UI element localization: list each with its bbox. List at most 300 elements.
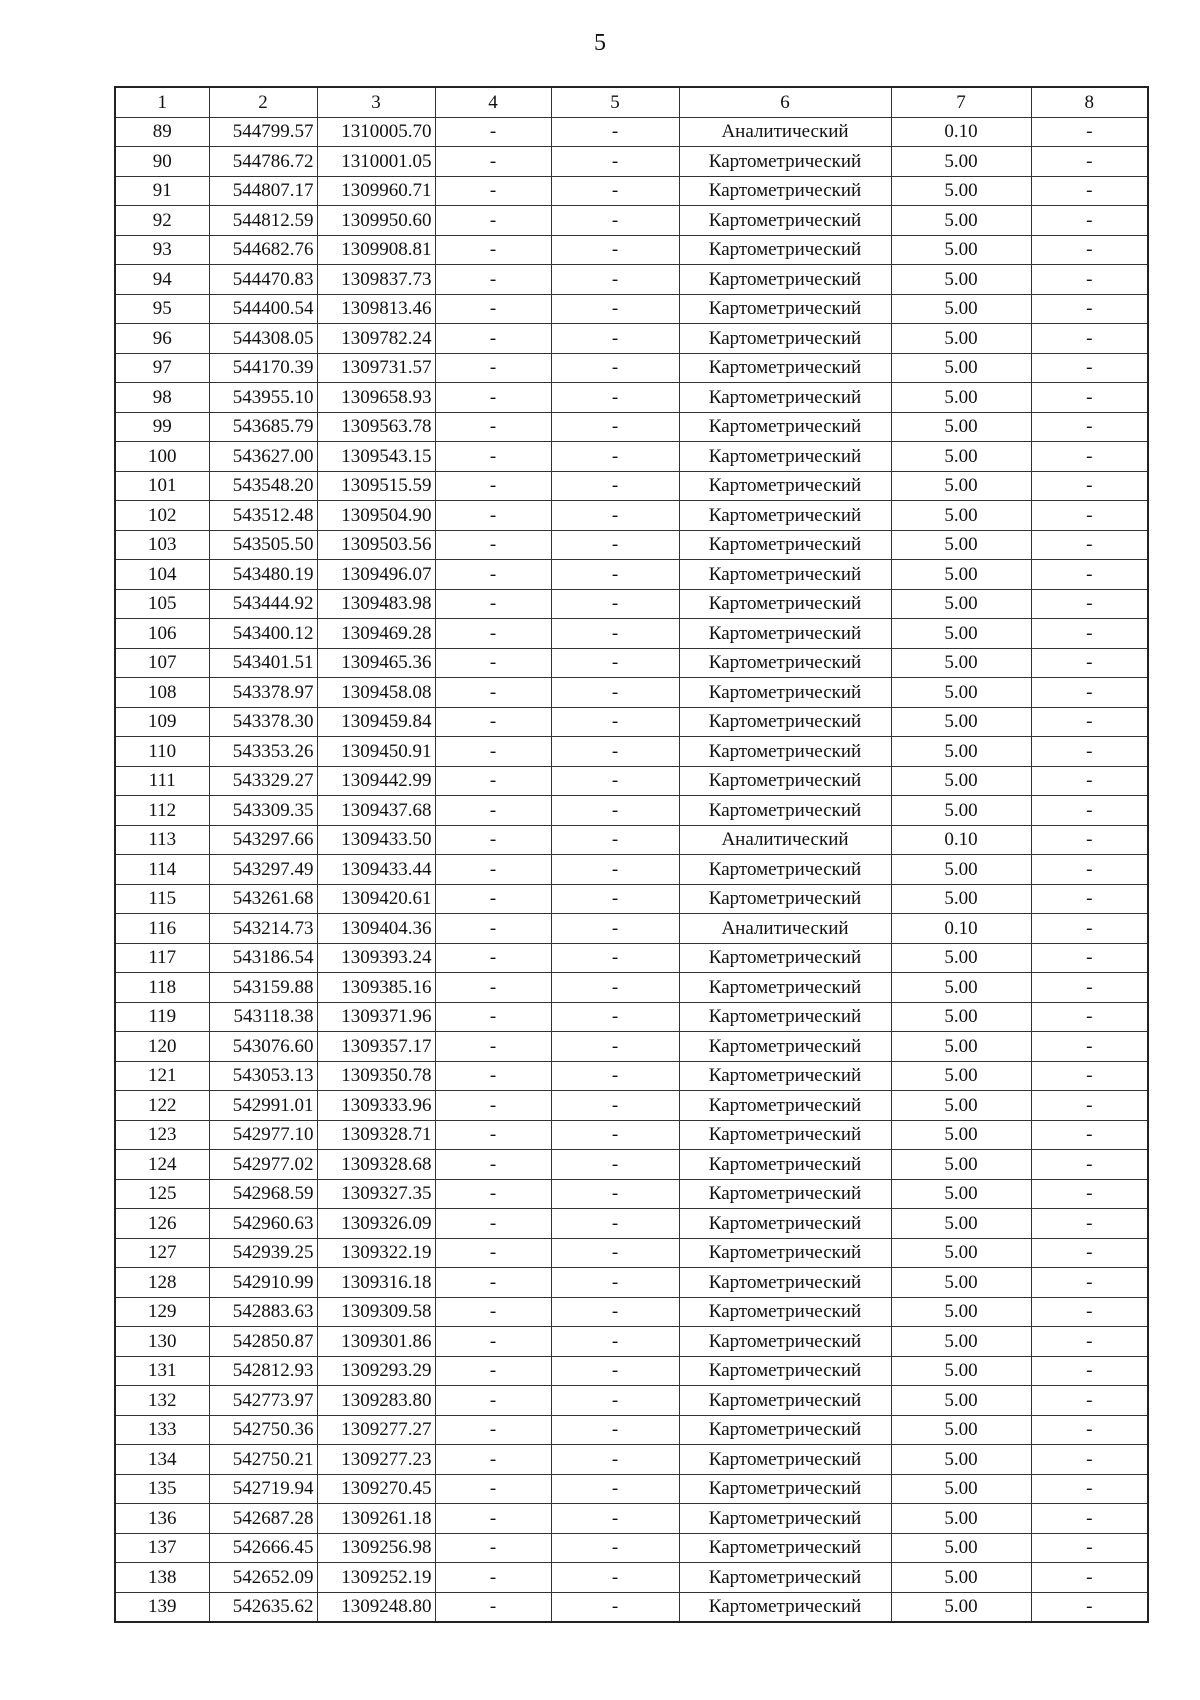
cell-accuracy: 5.00 [891, 1474, 1031, 1504]
cell-point-number: 110 [115, 737, 209, 767]
table-row [115, 884, 1148, 914]
cell-col-5: - [551, 678, 679, 708]
cell-y-coordinate: 1309450.91 [317, 737, 435, 767]
cell-method: Картометрический [679, 1297, 891, 1327]
cell-col-4: - [435, 1356, 551, 1386]
cell-accuracy: 5.00 [891, 501, 1031, 531]
cell-accuracy: 5.00 [891, 1386, 1031, 1416]
cell-method: Картометрический [679, 973, 891, 1003]
cell-point-number: 106 [115, 619, 209, 649]
cell-point-number: 132 [115, 1386, 209, 1416]
cell-col-8: - [1031, 176, 1148, 206]
cell-accuracy: 5.00 [891, 412, 1031, 442]
cell-accuracy: 0.10 [891, 825, 1031, 855]
cell-point-number: 118 [115, 973, 209, 1003]
cell-accuracy: 5.00 [891, 383, 1031, 413]
cell-col-4: - [435, 1297, 551, 1327]
cell-y-coordinate: 1309326.09 [317, 1209, 435, 1239]
table-row [115, 1209, 1148, 1239]
cell-col-8: - [1031, 1150, 1148, 1180]
cell-point-number: 89 [115, 117, 209, 147]
cell-y-coordinate: 1309316.18 [317, 1268, 435, 1298]
cell-col-5: - [551, 147, 679, 177]
cell-x-coordinate: 542968.59 [209, 1179, 317, 1209]
cell-method: Картометрический [679, 1474, 891, 1504]
cell-x-coordinate: 543378.97 [209, 678, 317, 708]
cell-col-4: - [435, 560, 551, 590]
cell-x-coordinate: 543159.88 [209, 973, 317, 1003]
table-row [115, 1120, 1148, 1150]
cell-col-8: - [1031, 1504, 1148, 1534]
cell-x-coordinate: 542719.94 [209, 1474, 317, 1504]
cell-method: Картометрический [679, 442, 891, 472]
table-row [115, 1061, 1148, 1091]
cell-method: Картометрический [679, 737, 891, 767]
cell-method: Картометрический [679, 235, 891, 265]
cell-method: Картометрический [679, 412, 891, 442]
cell-col-8: - [1031, 737, 1148, 767]
cell-y-coordinate: 1309503.56 [317, 530, 435, 560]
cell-method: Картометрический [679, 1327, 891, 1357]
cell-point-number: 127 [115, 1238, 209, 1268]
cell-method: Картометрический [679, 176, 891, 206]
cell-col-8: - [1031, 1356, 1148, 1386]
cell-point-number: 94 [115, 265, 209, 295]
cell-col-5: - [551, 1209, 679, 1239]
cell-y-coordinate: 1309309.58 [317, 1297, 435, 1327]
cell-col-5: - [551, 1032, 679, 1062]
cell-y-coordinate: 1309504.90 [317, 501, 435, 531]
table-row [115, 294, 1148, 324]
cell-x-coordinate: 544470.83 [209, 265, 317, 295]
cell-col-4: - [435, 855, 551, 885]
cell-col-8: - [1031, 1179, 1148, 1209]
cell-x-coordinate: 542750.21 [209, 1445, 317, 1475]
cell-x-coordinate: 542991.01 [209, 1091, 317, 1121]
cell-method: Картометрический [679, 1533, 891, 1563]
cell-x-coordinate: 542687.28 [209, 1504, 317, 1534]
cell-col-8: - [1031, 855, 1148, 885]
cell-method: Картометрический [679, 1120, 891, 1150]
cell-col-5: - [551, 1563, 679, 1593]
cell-col-4: - [435, 1091, 551, 1121]
cell-y-coordinate: 1309385.16 [317, 973, 435, 1003]
table-row [115, 1268, 1148, 1298]
cell-x-coordinate: 542666.45 [209, 1533, 317, 1563]
cell-col-5: - [551, 1061, 679, 1091]
cell-col-5: - [551, 589, 679, 619]
cell-point-number: 136 [115, 1504, 209, 1534]
cell-col-4: - [435, 973, 551, 1003]
cell-col-8: - [1031, 796, 1148, 826]
cell-point-number: 123 [115, 1120, 209, 1150]
cell-y-coordinate: 1309277.27 [317, 1415, 435, 1445]
cell-accuracy: 5.00 [891, 678, 1031, 708]
cell-col-5: - [551, 117, 679, 147]
table-row [115, 147, 1148, 177]
cell-method: Картометрический [679, 1415, 891, 1445]
cell-point-number: 119 [115, 1002, 209, 1032]
cell-x-coordinate: 543685.79 [209, 412, 317, 442]
cell-col-8: - [1031, 1415, 1148, 1445]
cell-x-coordinate: 543186.54 [209, 943, 317, 973]
cell-col-8: - [1031, 1091, 1148, 1121]
cell-y-coordinate: 1309350.78 [317, 1061, 435, 1091]
cell-y-coordinate: 1309469.28 [317, 619, 435, 649]
cell-x-coordinate: 543329.27 [209, 766, 317, 796]
cell-method: Картометрический [679, 796, 891, 826]
cell-col-5: - [551, 324, 679, 354]
column-header-6: 6 [679, 87, 891, 117]
column-header-5: 5 [551, 87, 679, 117]
cell-point-number: 101 [115, 471, 209, 501]
cell-col-4: - [435, 176, 551, 206]
table-row [115, 1356, 1148, 1386]
cell-x-coordinate: 542773.97 [209, 1386, 317, 1416]
cell-col-5: - [551, 619, 679, 649]
cell-col-4: - [435, 1386, 551, 1416]
cell-accuracy: 5.00 [891, 1268, 1031, 1298]
table-row [115, 1032, 1148, 1062]
cell-y-coordinate: 1309248.80 [317, 1592, 435, 1622]
cell-method: Картометрический [679, 855, 891, 885]
cell-col-5: - [551, 855, 679, 885]
cell-col-4: - [435, 206, 551, 236]
cell-accuracy: 5.00 [891, 796, 1031, 826]
cell-method: Картометрический [679, 324, 891, 354]
cell-col-8: - [1031, 1297, 1148, 1327]
cell-x-coordinate: 542883.63 [209, 1297, 317, 1327]
cell-col-5: - [551, 1445, 679, 1475]
table-row [115, 176, 1148, 206]
table-row [115, 117, 1148, 147]
table-row [115, 619, 1148, 649]
cell-x-coordinate: 543505.50 [209, 530, 317, 560]
cell-col-8: - [1031, 1563, 1148, 1593]
cell-col-8: - [1031, 1032, 1148, 1062]
cell-accuracy: 5.00 [891, 589, 1031, 619]
cell-method: Аналитический [679, 825, 891, 855]
cell-point-number: 107 [115, 648, 209, 678]
column-header-4: 4 [435, 87, 551, 117]
cell-point-number: 111 [115, 766, 209, 796]
cell-col-4: - [435, 1504, 551, 1534]
cell-col-4: - [435, 1150, 551, 1180]
cell-col-5: - [551, 825, 679, 855]
cell-accuracy: 5.00 [891, 353, 1031, 383]
cell-x-coordinate: 543118.38 [209, 1002, 317, 1032]
cell-method: Картометрический [679, 265, 891, 295]
cell-method: Картометрический [679, 383, 891, 413]
cell-point-number: 112 [115, 796, 209, 826]
column-header-8: 8 [1031, 87, 1148, 117]
table-row [115, 560, 1148, 590]
cell-x-coordinate: 543548.20 [209, 471, 317, 501]
cell-method: Картометрический [679, 1150, 891, 1180]
cell-accuracy: 5.00 [891, 1179, 1031, 1209]
column-header-1: 1 [115, 87, 209, 117]
cell-y-coordinate: 1309496.07 [317, 560, 435, 590]
cell-x-coordinate: 542750.36 [209, 1415, 317, 1445]
cell-col-4: - [435, 383, 551, 413]
cell-accuracy: 5.00 [891, 1061, 1031, 1091]
cell-point-number: 103 [115, 530, 209, 560]
cell-method: Картометрический [679, 589, 891, 619]
cell-col-8: - [1031, 294, 1148, 324]
cell-col-4: - [435, 1179, 551, 1209]
cell-accuracy: 5.00 [891, 1238, 1031, 1268]
cell-y-coordinate: 1309442.99 [317, 766, 435, 796]
cell-col-4: - [435, 619, 551, 649]
cell-method: Картометрический [679, 1356, 891, 1386]
cell-col-5: - [551, 294, 679, 324]
cell-col-8: - [1031, 884, 1148, 914]
cell-col-8: - [1031, 560, 1148, 590]
cell-point-number: 124 [115, 1150, 209, 1180]
cell-point-number: 131 [115, 1356, 209, 1386]
table-row [115, 796, 1148, 826]
cell-accuracy: 5.00 [891, 943, 1031, 973]
cell-col-4: - [435, 235, 551, 265]
cell-point-number: 92 [115, 206, 209, 236]
cell-col-4: - [435, 1209, 551, 1239]
cell-col-4: - [435, 324, 551, 354]
cell-point-number: 116 [115, 914, 209, 944]
cell-accuracy: 5.00 [891, 1327, 1031, 1357]
cell-method: Картометрический [679, 1032, 891, 1062]
cell-y-coordinate: 1309328.71 [317, 1120, 435, 1150]
cell-col-5: - [551, 973, 679, 1003]
table-row [115, 353, 1148, 383]
cell-accuracy: 5.00 [891, 973, 1031, 1003]
cell-x-coordinate: 543309.35 [209, 796, 317, 826]
cell-point-number: 113 [115, 825, 209, 855]
cell-col-4: - [435, 1445, 551, 1475]
cell-point-number: 108 [115, 678, 209, 708]
table-row [115, 737, 1148, 767]
cell-col-5: - [551, 1504, 679, 1534]
table-row [115, 206, 1148, 236]
cell-col-5: - [551, 1327, 679, 1357]
cell-y-coordinate: 1309433.44 [317, 855, 435, 885]
cell-col-8: - [1031, 147, 1148, 177]
cell-col-5: - [551, 206, 679, 236]
cell-x-coordinate: 544400.54 [209, 294, 317, 324]
cell-point-number: 130 [115, 1327, 209, 1357]
cell-y-coordinate: 1309837.73 [317, 265, 435, 295]
table-row [115, 1150, 1148, 1180]
cell-x-coordinate: 543401.51 [209, 648, 317, 678]
cell-point-number: 99 [115, 412, 209, 442]
cell-col-4: - [435, 471, 551, 501]
cell-x-coordinate: 544682.76 [209, 235, 317, 265]
cell-col-8: - [1031, 1386, 1148, 1416]
cell-method: Картометрический [679, 1563, 891, 1593]
table-row [115, 235, 1148, 265]
cell-point-number: 117 [115, 943, 209, 973]
cell-col-5: - [551, 235, 679, 265]
cell-point-number: 135 [115, 1474, 209, 1504]
cell-y-coordinate: 1309658.93 [317, 383, 435, 413]
cell-col-4: - [435, 1268, 551, 1298]
cell-col-5: - [551, 648, 679, 678]
cell-y-coordinate: 1309322.19 [317, 1238, 435, 1268]
table-row [115, 1238, 1148, 1268]
cell-accuracy: 5.00 [891, 1533, 1031, 1563]
cell-point-number: 100 [115, 442, 209, 472]
cell-accuracy: 5.00 [891, 560, 1031, 590]
cell-col-4: - [435, 678, 551, 708]
cell-accuracy: 5.00 [891, 1504, 1031, 1534]
cell-point-number: 91 [115, 176, 209, 206]
cell-point-number: 125 [115, 1179, 209, 1209]
cell-point-number: 104 [115, 560, 209, 590]
cell-method: Картометрический [679, 707, 891, 737]
cell-col-4: - [435, 1533, 551, 1563]
cell-col-5: - [551, 1592, 679, 1622]
cell-x-coordinate: 543400.12 [209, 619, 317, 649]
cell-point-number: 115 [115, 884, 209, 914]
cell-col-4: - [435, 353, 551, 383]
cell-accuracy: 5.00 [891, 855, 1031, 885]
cell-method: Картометрический [679, 353, 891, 383]
cell-accuracy: 5.00 [891, 707, 1031, 737]
cell-accuracy: 5.00 [891, 1297, 1031, 1327]
cell-col-4: - [435, 884, 551, 914]
column-header-7: 7 [891, 87, 1031, 117]
cell-col-8: - [1031, 1120, 1148, 1150]
table-row [115, 1327, 1148, 1357]
cell-accuracy: 5.00 [891, 1563, 1031, 1593]
cell-x-coordinate: 543627.00 [209, 442, 317, 472]
cell-method: Картометрический [679, 530, 891, 560]
cell-col-5: - [551, 1002, 679, 1032]
cell-point-number: 120 [115, 1032, 209, 1062]
cell-y-coordinate: 1310005.70 [317, 117, 435, 147]
table-row [115, 1592, 1148, 1622]
cell-col-5: - [551, 796, 679, 826]
cell-x-coordinate: 542652.09 [209, 1563, 317, 1593]
cell-col-5: - [551, 471, 679, 501]
cell-method: Картометрический [679, 501, 891, 531]
cell-accuracy: 5.00 [891, 1209, 1031, 1239]
cell-col-8: - [1031, 324, 1148, 354]
cell-col-8: - [1031, 442, 1148, 472]
cell-col-8: - [1031, 914, 1148, 944]
cell-point-number: 114 [115, 855, 209, 885]
cell-col-4: - [435, 147, 551, 177]
table-row [115, 530, 1148, 560]
cell-col-5: - [551, 1356, 679, 1386]
cell-y-coordinate: 1309393.24 [317, 943, 435, 973]
cell-point-number: 138 [115, 1563, 209, 1593]
table-row [115, 1563, 1148, 1593]
cell-col-8: - [1031, 707, 1148, 737]
cell-col-4: - [435, 796, 551, 826]
table-row [115, 501, 1148, 531]
cell-col-4: - [435, 1474, 551, 1504]
cell-accuracy: 5.00 [891, 737, 1031, 767]
cell-x-coordinate: 542977.10 [209, 1120, 317, 1150]
cell-col-5: - [551, 1415, 679, 1445]
cell-x-coordinate: 542939.25 [209, 1238, 317, 1268]
cell-x-coordinate: 543444.92 [209, 589, 317, 619]
cell-x-coordinate: 543378.30 [209, 707, 317, 737]
table-row [115, 1386, 1148, 1416]
cell-method: Картометрический [679, 1386, 891, 1416]
cell-x-coordinate: 542850.87 [209, 1327, 317, 1357]
cell-col-8: - [1031, 973, 1148, 1003]
cell-accuracy: 0.10 [891, 914, 1031, 944]
cell-y-coordinate: 1309960.71 [317, 176, 435, 206]
cell-col-5: - [551, 1533, 679, 1563]
cell-accuracy: 5.00 [891, 766, 1031, 796]
cell-method: Картометрический [679, 1002, 891, 1032]
cell-col-5: - [551, 1238, 679, 1268]
table-row [115, 825, 1148, 855]
cell-col-8: - [1031, 353, 1148, 383]
cell-col-5: - [551, 1386, 679, 1416]
table-row [115, 707, 1148, 737]
cell-col-8: - [1031, 117, 1148, 147]
cell-point-number: 102 [115, 501, 209, 531]
cell-col-8: - [1031, 1327, 1148, 1357]
cell-col-8: - [1031, 1209, 1148, 1239]
cell-y-coordinate: 1309327.35 [317, 1179, 435, 1209]
cell-col-4: - [435, 412, 551, 442]
cell-y-coordinate: 1309543.15 [317, 442, 435, 472]
cell-col-5: - [551, 737, 679, 767]
cell-point-number: 98 [115, 383, 209, 413]
cell-col-5: - [551, 501, 679, 531]
cell-accuracy: 5.00 [891, 1150, 1031, 1180]
cell-accuracy: 0.10 [891, 117, 1031, 147]
cell-x-coordinate: 543053.13 [209, 1061, 317, 1091]
cell-method: Картометрический [679, 884, 891, 914]
cell-col-4: - [435, 1238, 551, 1268]
cell-y-coordinate: 1309782.24 [317, 324, 435, 354]
cell-col-4: - [435, 501, 551, 531]
cell-y-coordinate: 1309465.36 [317, 648, 435, 678]
cell-y-coordinate: 1309563.78 [317, 412, 435, 442]
cell-col-8: - [1031, 943, 1148, 973]
cell-col-4: - [435, 530, 551, 560]
cell-x-coordinate: 543512.48 [209, 501, 317, 531]
cell-method: Картометрический [679, 1209, 891, 1239]
cell-method: Картометрический [679, 1061, 891, 1091]
cell-col-8: - [1031, 1474, 1148, 1504]
cell-point-number: 95 [115, 294, 209, 324]
cell-col-4: - [435, 294, 551, 324]
cell-col-8: - [1031, 1592, 1148, 1622]
cell-y-coordinate: 1309908.81 [317, 235, 435, 265]
cell-col-5: - [551, 1179, 679, 1209]
cell-x-coordinate: 543261.68 [209, 884, 317, 914]
cell-accuracy: 5.00 [891, 1356, 1031, 1386]
cell-col-4: - [435, 1032, 551, 1062]
cell-y-coordinate: 1309252.19 [317, 1563, 435, 1593]
cell-x-coordinate: 543480.19 [209, 560, 317, 590]
cell-accuracy: 5.00 [891, 1032, 1031, 1062]
cell-y-coordinate: 1309420.61 [317, 884, 435, 914]
cell-col-4: - [435, 1592, 551, 1622]
table-row [115, 855, 1148, 885]
cell-col-5: - [551, 442, 679, 472]
cell-col-5: - [551, 1120, 679, 1150]
cell-x-coordinate: 543297.66 [209, 825, 317, 855]
cell-point-number: 122 [115, 1091, 209, 1121]
cell-y-coordinate: 1310001.05 [317, 147, 435, 177]
